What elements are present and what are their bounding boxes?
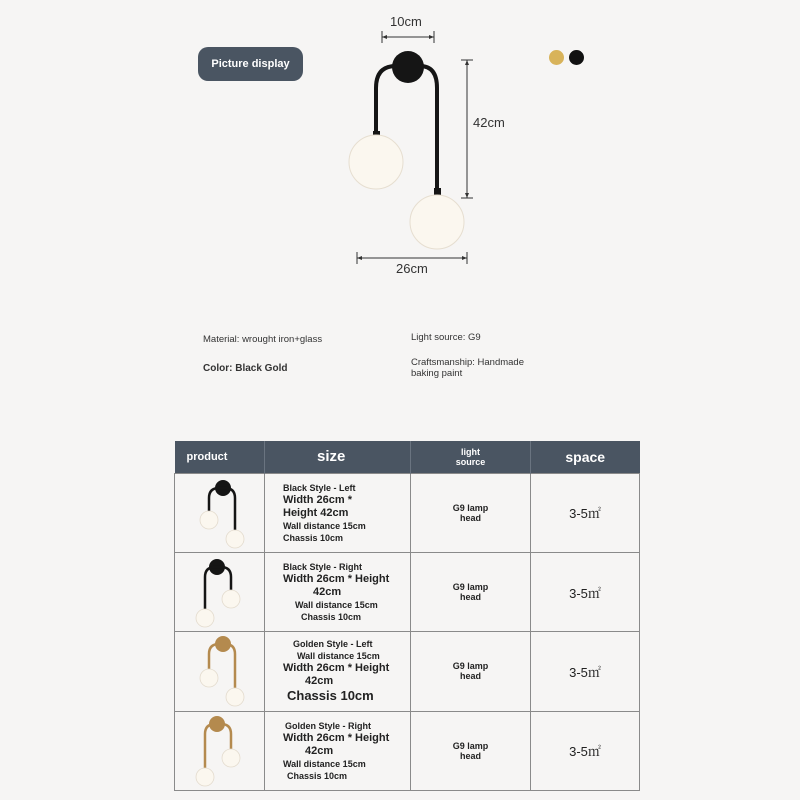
space-cell: 3-5㎡: [531, 711, 640, 790]
spec-material: Material: wrought iron+glass: [203, 334, 323, 345]
row-dims-b: 42cm: [313, 586, 342, 599]
lamp-thumbnail-gold-right: [185, 714, 255, 788]
product-thumb-cell: [175, 632, 265, 711]
light-source-cell: [411, 552, 531, 631]
spec-craft-line2: baking paint: [411, 368, 463, 379]
product-thumb-cell: [175, 711, 265, 790]
product-spec-table: [174, 441, 640, 791]
row-light-a: G9 lamp: [452, 502, 489, 513]
picture-display-tab[interactable]: Picture display: [198, 47, 303, 81]
color-swatch-black[interactable]: [569, 50, 584, 65]
header-light-source: [411, 441, 531, 473]
row-wall-distance: Wall distance 15cm: [283, 520, 366, 531]
row-light-a: G9 lamp: [452, 582, 489, 593]
header-light-line2: source: [455, 456, 486, 467]
row-dims-b: 42cm: [305, 744, 334, 757]
color-swatch-gold[interactable]: [549, 50, 564, 65]
spec-light-source: Light source: G9: [411, 332, 481, 343]
table-row: [175, 711, 640, 790]
row-dims-b: 42cm: [305, 675, 334, 688]
lamp-thumbnail-black-right: [185, 555, 255, 629]
product-thumb-cell: [175, 552, 265, 631]
row-dims-a: Width 26cm * Height: [283, 662, 390, 675]
row-chassis: Chassis 10cm: [283, 532, 344, 543]
dimension-right-label: 42cm: [473, 115, 505, 130]
dimension-top-label: 10cm: [390, 14, 422, 29]
row-light-a: G9 lamp: [452, 740, 489, 751]
dimension-bottom-label: 26cm: [396, 261, 428, 276]
row-chassis: Chassis 10cm: [287, 688, 374, 704]
row-style-label: Black Style - Left: [283, 482, 356, 493]
row-wall-distance: Wall distance 15cm: [297, 651, 380, 662]
row-dims-b: Height 42cm: [283, 506, 349, 519]
row-dims-a: Width 26cm * Height: [283, 573, 390, 586]
light-source-cell: [411, 711, 531, 790]
row-style-label: Black Style - Right: [283, 562, 363, 573]
light-source-cell: [411, 473, 531, 552]
product-thumb-cell: [175, 473, 265, 552]
spec-craft-line1: Craftsmanship: Handmade: [411, 357, 524, 368]
lamp-dimension-drawing: [340, 10, 520, 280]
row-dims-a: Width 26cm *: [283, 493, 352, 506]
size-cell: [265, 552, 411, 631]
header-size: size: [265, 441, 411, 473]
size-cell: [265, 711, 411, 790]
light-source-cell: [411, 632, 531, 711]
row-light-a: G9 lamp: [452, 661, 489, 672]
header-space: space: [531, 441, 640, 473]
spec-color: Color: Black Gold: [203, 363, 288, 374]
row-style-label: Golden Style - Right: [285, 720, 372, 731]
row-style-label: Golden Style - Left: [293, 639, 373, 650]
size-cell: [265, 473, 411, 552]
row-light-b: head: [459, 512, 481, 523]
header-light-line1: light: [461, 446, 480, 457]
row-light-b: head: [459, 750, 481, 761]
row-wall-distance: Wall distance 15cm: [295, 600, 378, 611]
row-light-b: head: [459, 592, 481, 603]
row-chassis: Chassis 10cm: [287, 770, 348, 781]
size-cell: [265, 632, 411, 711]
row-chassis: Chassis 10cm: [301, 612, 362, 623]
table-row: [175, 552, 640, 631]
spec-craftsmanship: [411, 357, 524, 379]
space-cell: 3-5㎡: [531, 632, 640, 711]
table-row: [175, 632, 640, 711]
space-cell: 3-5㎡: [531, 552, 640, 631]
space-cell: 3-5㎡: [531, 473, 640, 552]
lamp-thumbnail-gold-left: [185, 634, 255, 708]
row-dims-a: Width 26cm * Height: [283, 731, 390, 744]
header-product: product: [175, 441, 265, 473]
table-row: [175, 473, 640, 552]
row-wall-distance: Wall distance 15cm: [283, 758, 366, 769]
lamp-thumbnail-black-left: [185, 476, 255, 550]
row-light-b: head: [459, 671, 481, 682]
